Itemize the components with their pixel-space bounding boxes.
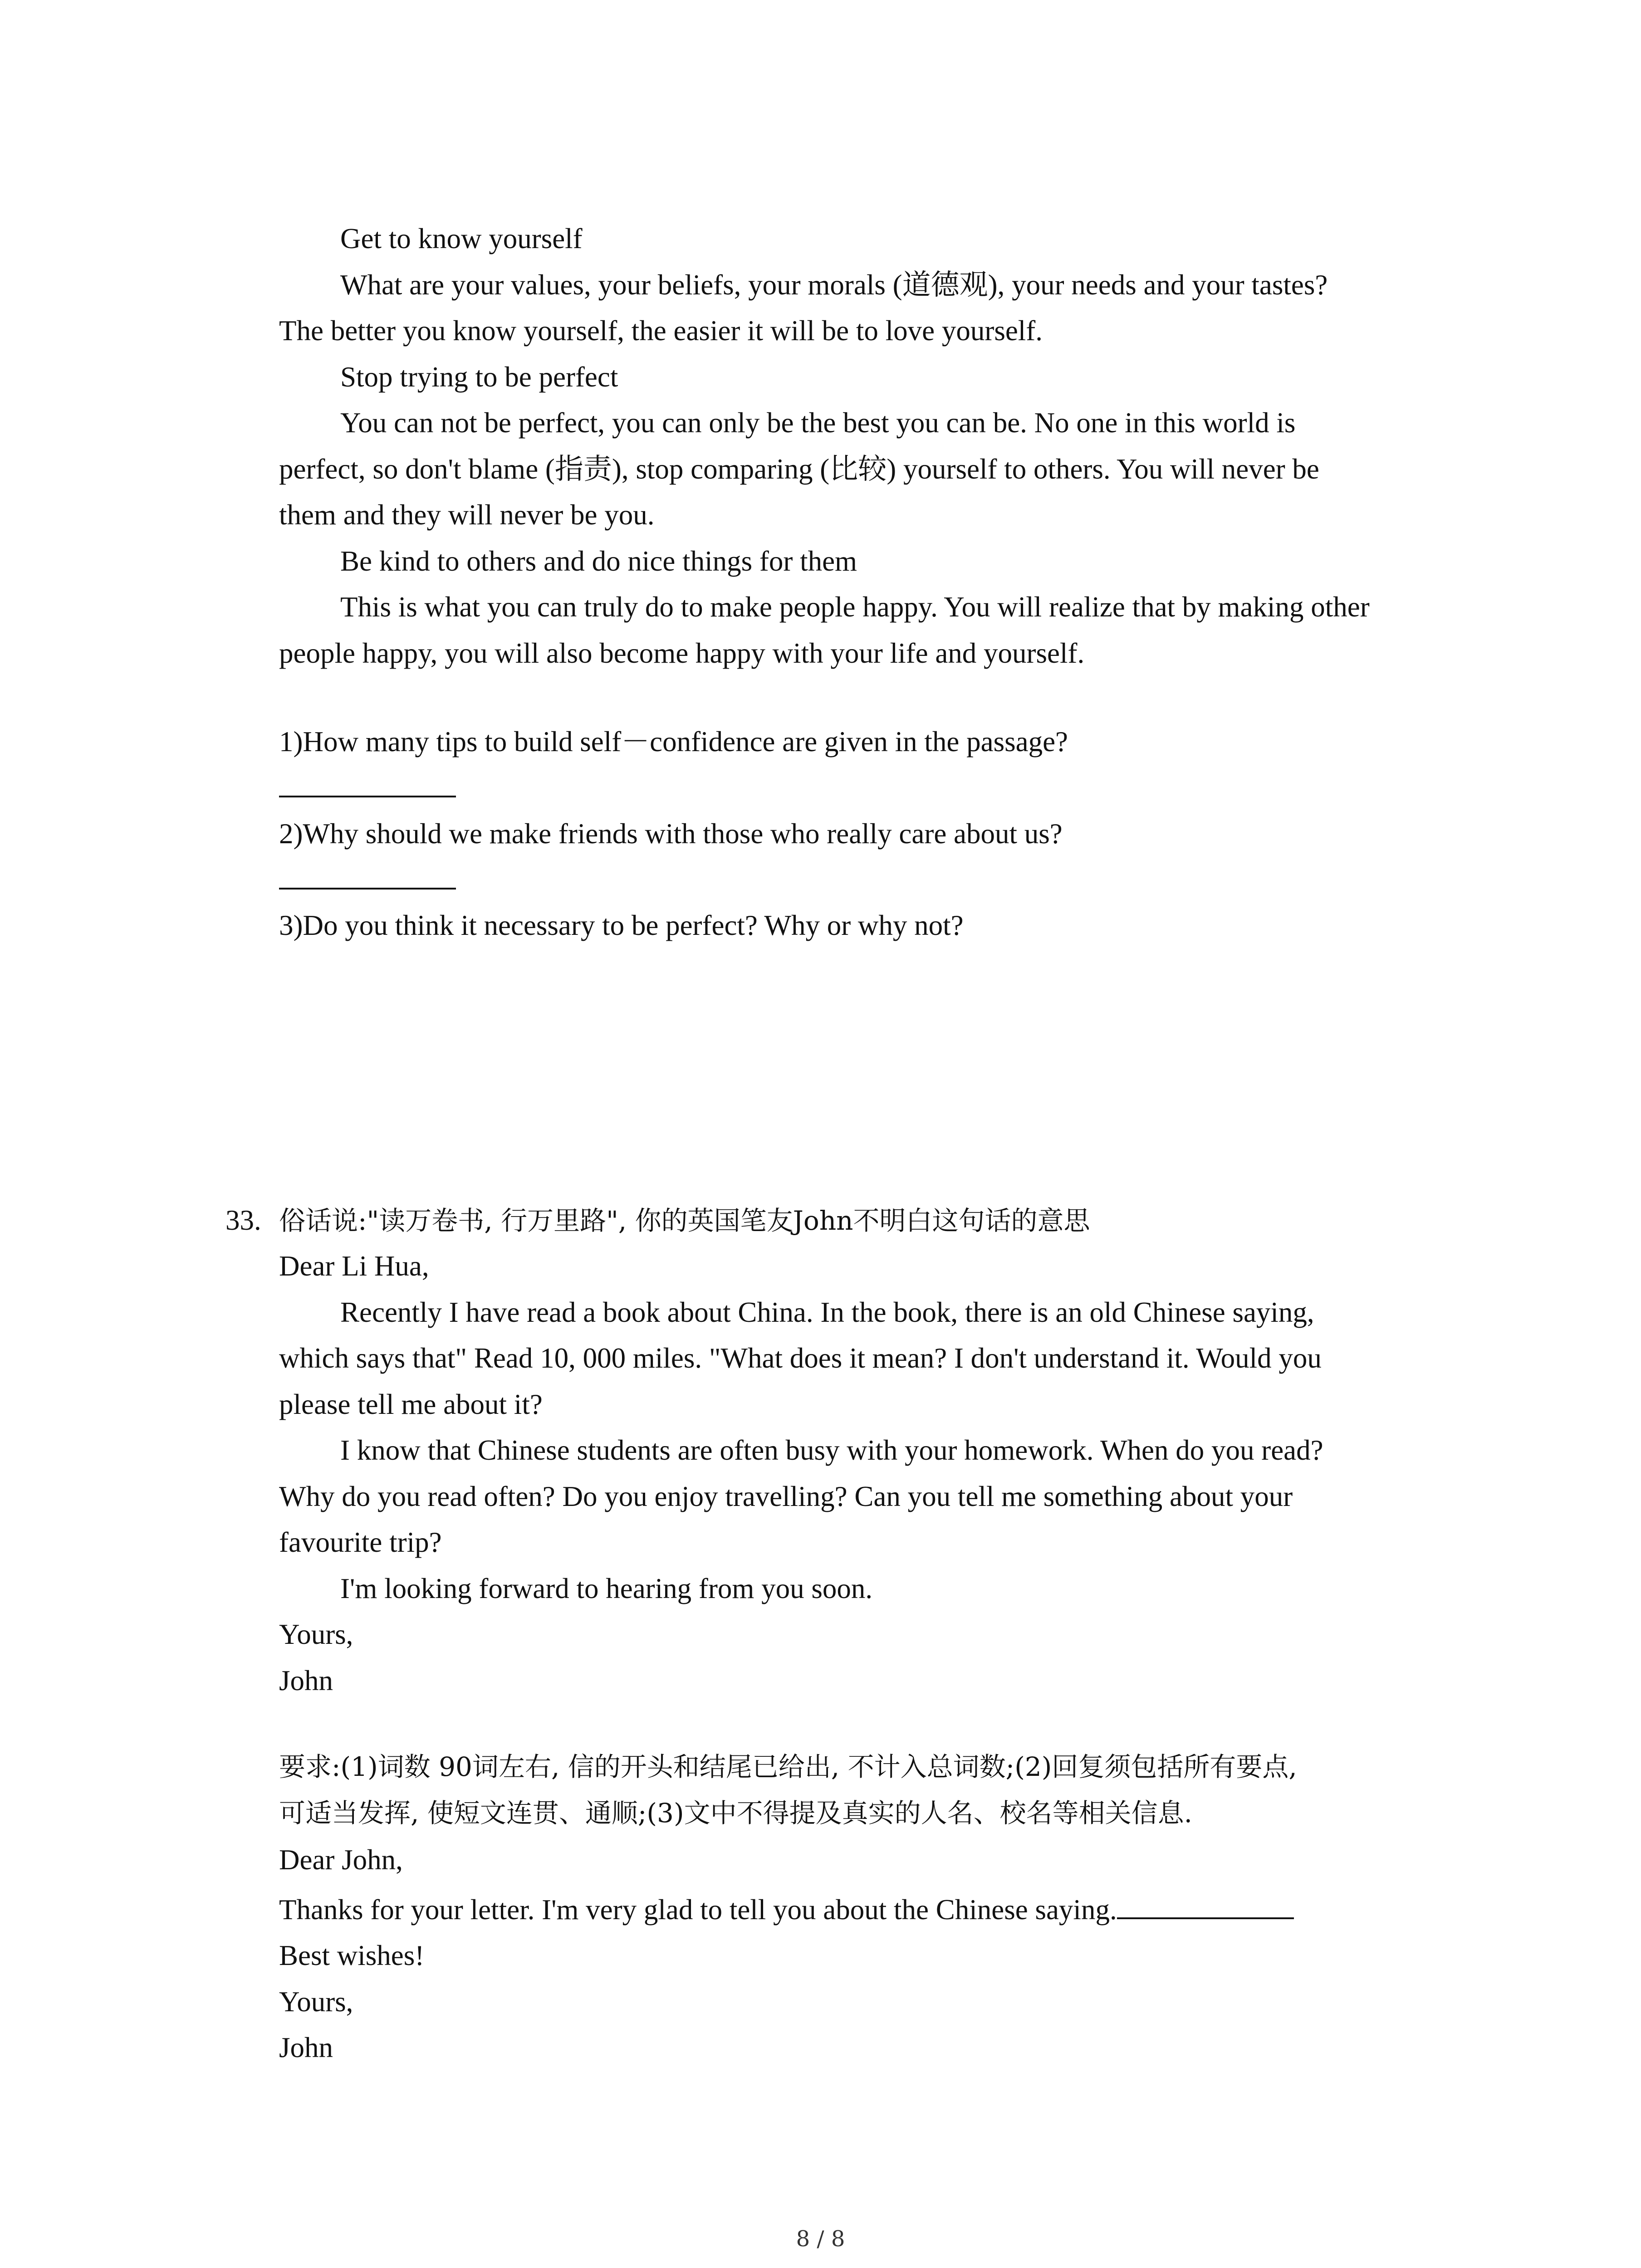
comprehension-questions-2 <box>279 811 1468 903</box>
reading-passage <box>279 216 1468 676</box>
requirements-line-2: 可适当发挥, 使短文连贯、通顺;(3)文中不得提及真实的人名、校名等相关信息. <box>279 1797 1193 1828</box>
reply-signature: John <box>279 2032 333 2063</box>
reply-greeting: Dear John, <box>279 1844 403 1876</box>
comprehension-questions-3 <box>279 903 1468 949</box>
passage-paragraph-1-line-2: The better you know yourself, the easier it will be to love yourself. <box>279 315 1043 347</box>
writing-prompt-text: 俗话说:"读万卷书, 行万里路", 你的英国笔友John不明白这句话的意思 <box>279 1205 1090 1236</box>
passage-paragraph-1-line-1: What are your values, your beliefs, your morals (道德观), your needs and your tastes? <box>340 269 1328 301</box>
writing-requirements <box>279 1744 1468 1836</box>
passage-paragraph-3-line-2: people happy, you will also become happy with your life and yourself. <box>279 637 1085 669</box>
passage-paragraph-3-line-1: This is what you can truly do to make people happy. You will realize that by making other <box>340 591 1370 623</box>
letter-paragraph-1-line-1: Recently I have read a book about China. In the book, there is an old Chinese saying, <box>340 1296 1314 1328</box>
answer-blank-1[interactable] <box>279 765 1468 811</box>
letter-closing: Yours, <box>279 1618 353 1650</box>
letter-paragraph-2-line-3: favourite trip? <box>279 1526 442 1558</box>
pen-pal-letter <box>279 1243 1468 1704</box>
reply-body-line <box>279 1887 1468 1933</box>
question-2: 2)Why should we make friends with those who really care about us? <box>279 818 1063 850</box>
passage-heading-3: Be kind to others and do nice things for them <box>340 545 857 577</box>
question-3: 3)Do you think it necessary to be perfect? Why or why not? <box>279 909 964 941</box>
letter-greeting: Dear Li Hua, <box>279 1250 429 1282</box>
reply-wishes: Best wishes! <box>279 1940 425 1971</box>
passage-heading-1: Get to know yourself <box>340 223 583 254</box>
reply-answer-blank[interactable] <box>1117 1890 1294 1919</box>
page-number: 8 / 8 <box>796 2226 845 2252</box>
question-1: 1)How many tips to build self－confidence are given in the passage? <box>279 726 1068 758</box>
reply-letter <box>279 1837 1468 2071</box>
writing-task-prompt <box>225 1198 1450 1244</box>
passage-paragraph-2-line-2: perfect, so don't blame (指责), stop comparing (比较) yourself to others. You will never be <box>279 453 1319 485</box>
letter-paragraph-1-line-2: which says that" Read 10, 000 miles. "What does it mean? I don't understand it. Would you <box>279 1342 1322 1374</box>
passage-paragraph-2-line-1: You can not be perfect, you can only be the best you can be. No one in this world is <box>340 407 1296 439</box>
reply-body-text: Thanks for your letter. I'm very glad to tell you about the Chinese saying. <box>279 1893 1117 1926</box>
comprehension-questions <box>279 719 1468 811</box>
letter-paragraph-2-line-1: I know that Chinese students are often busy with your homework. When do you read? <box>340 1434 1323 1466</box>
letter-paragraph-2-line-2: Why do you read often? Do you enjoy travelling? Can you tell me something about your <box>279 1480 1293 1512</box>
letter-paragraph-1-line-3: please tell me about it? <box>279 1388 543 1420</box>
passage-paragraph-2-line-3: them and they will never be you. <box>279 499 655 531</box>
reply-closing: Yours, <box>279 1985 353 2018</box>
passage-heading-2: Stop trying to be perfect <box>340 361 618 393</box>
letter-signature: John <box>279 1664 333 1696</box>
answer-blank-2[interactable] <box>279 857 1468 904</box>
requirements-line-1: 要求:(1)词数 90词左右, 信的开头和结尾已给出, 不计入总词数;(2)回复须包括所有要点, <box>279 1751 1297 1782</box>
letter-paragraph-3: I'm looking forward to hearing from you soon. <box>340 1572 873 1604</box>
question-number: 33. <box>225 1204 261 1236</box>
